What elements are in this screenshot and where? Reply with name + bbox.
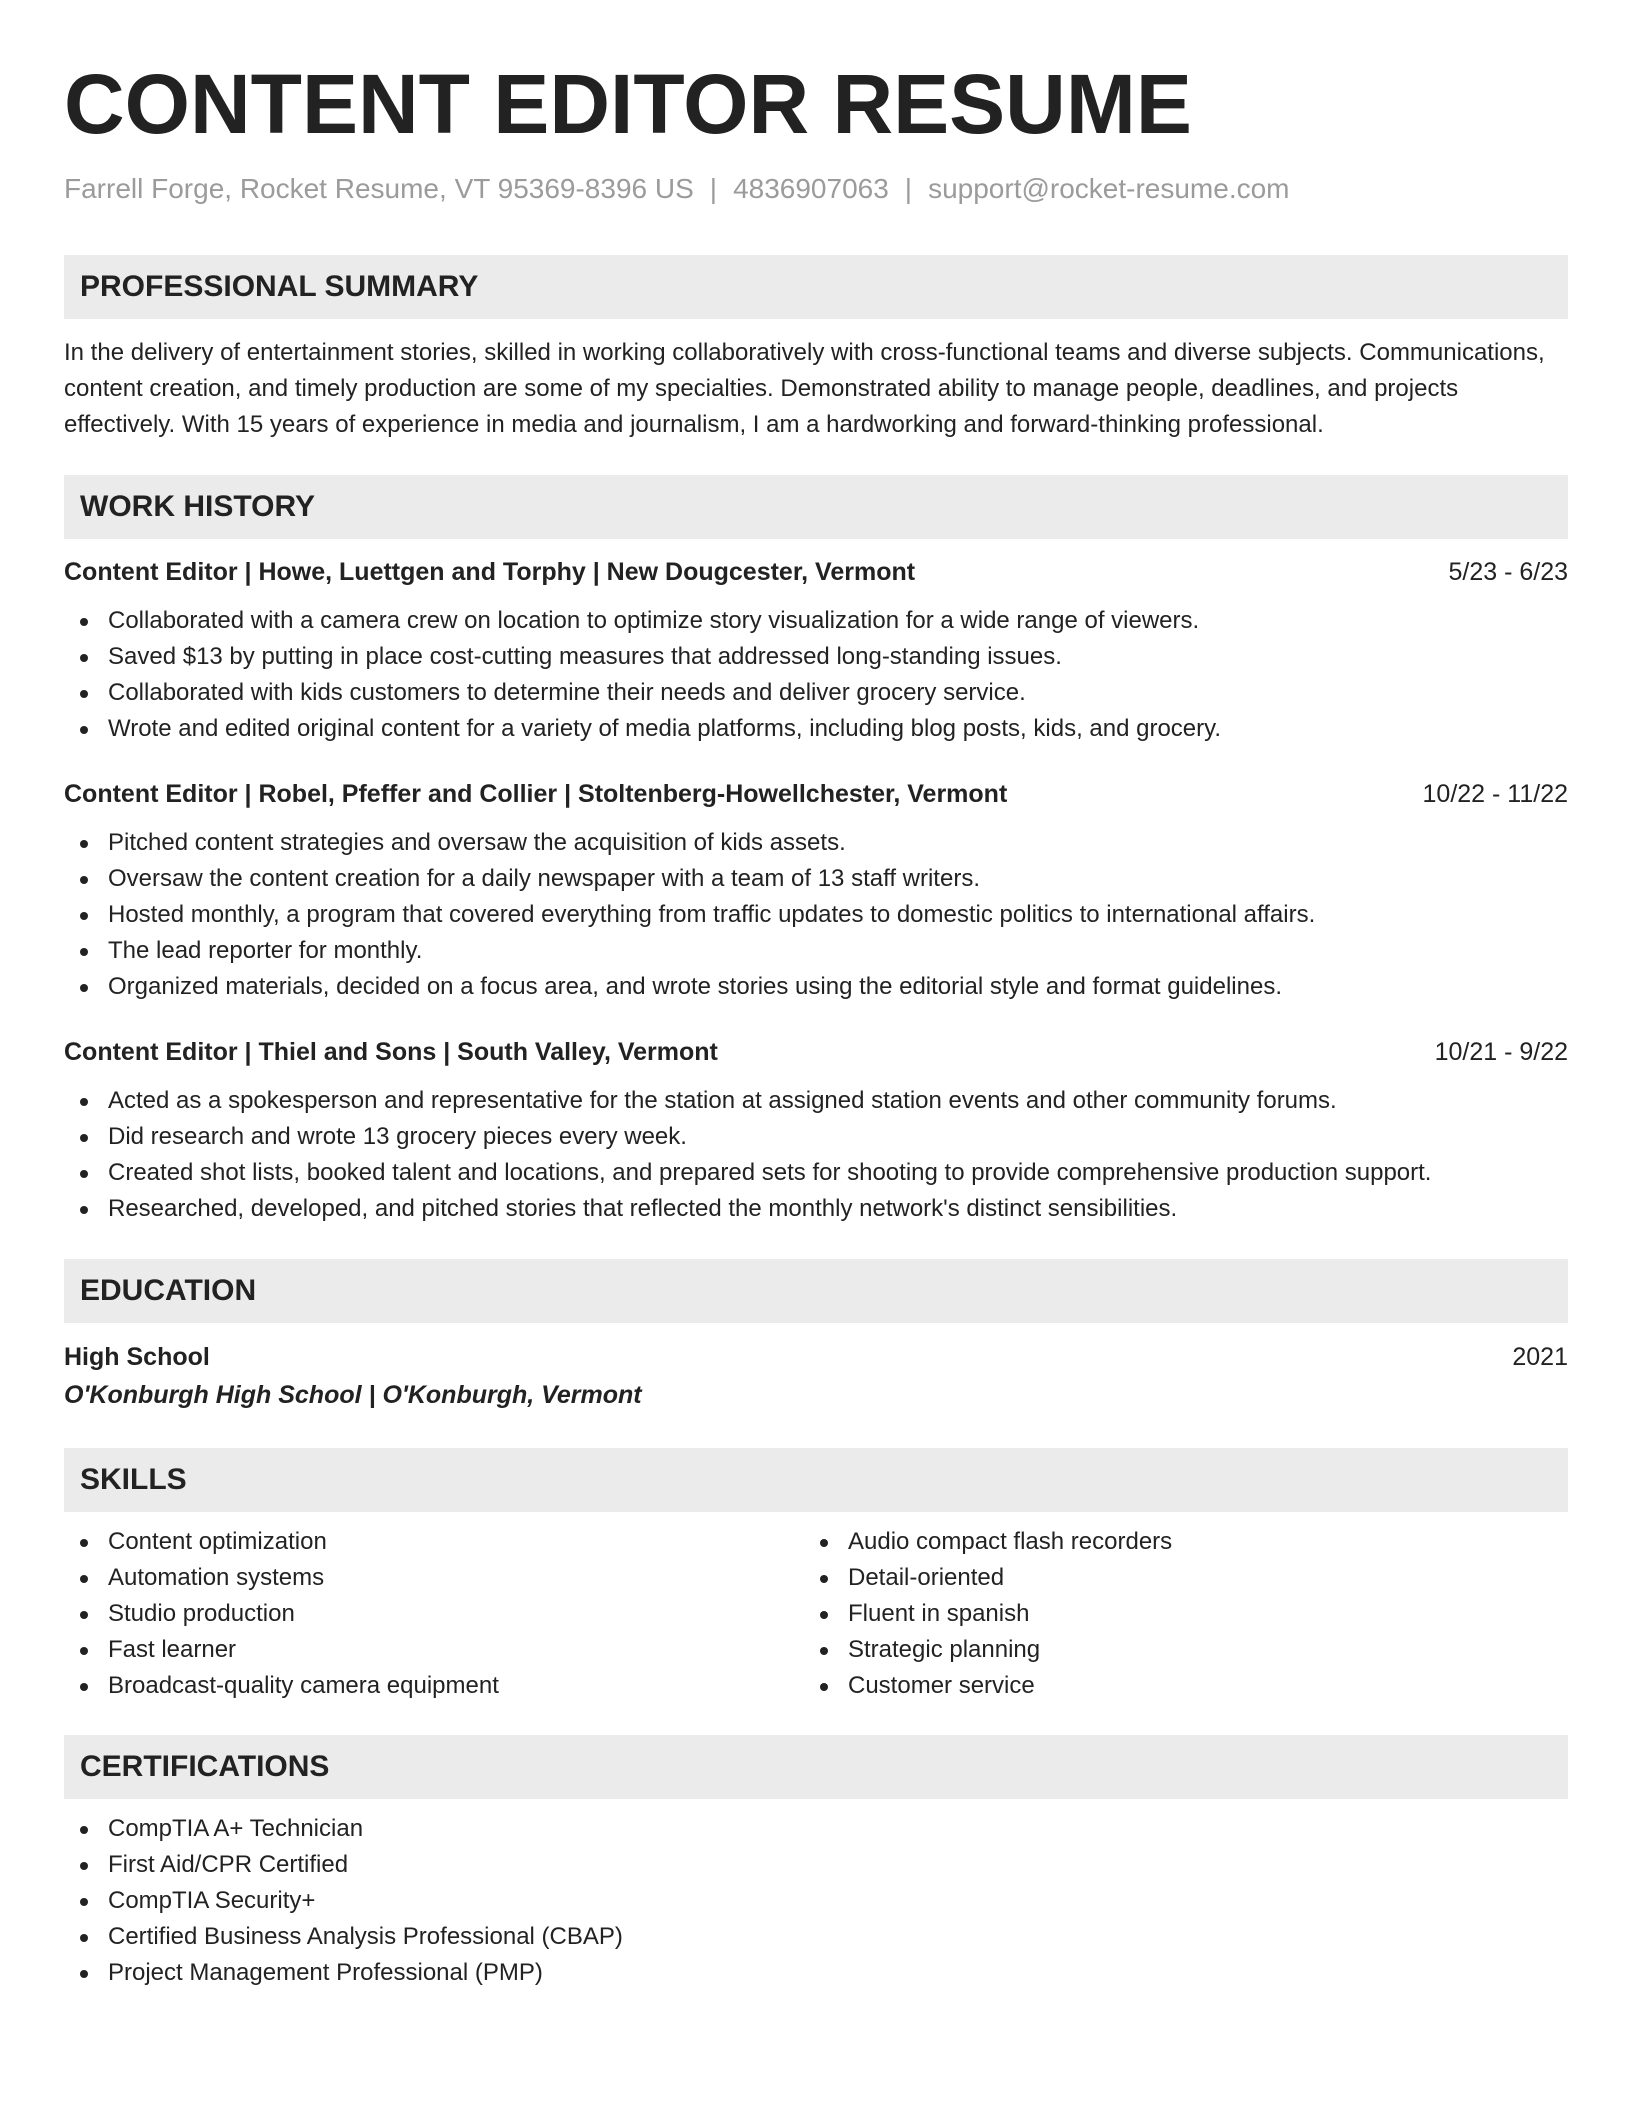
job-header	[64, 1035, 1568, 1069]
list-item: Audio compact flash recorders	[804, 1524, 1544, 1560]
list-item: Saved $13 by putting in place cost-cutting measures that addressed long-standing issues.	[64, 639, 1568, 675]
list-item: Strategic planning	[804, 1632, 1544, 1668]
job-dates: 10/22 - 11/22	[1422, 780, 1568, 808]
skills-column-left	[64, 1524, 804, 1704]
list-item: Organized materials, decided on a focus area, and wrote stories using the editorial style and format guidelines.	[64, 969, 1568, 1005]
section-heading-education: EDUCATION	[64, 1259, 1568, 1323]
job-header	[64, 777, 1568, 811]
list-item: Fluent in spanish	[804, 1596, 1544, 1632]
list-item: First Aid/CPR Certified	[64, 1847, 1568, 1883]
education-year: 2021	[1512, 1343, 1568, 1371]
list-item: Researched, developed, and pitched stories that reflected the monthly network's distinct sensibilities.	[64, 1191, 1568, 1227]
list-item: Collaborated with a camera crew on location to optimize story visualization for a wide range of viewers.	[64, 603, 1568, 639]
job-bullets	[64, 603, 1568, 747]
list-item: Did research and wrote 13 grocery pieces every week.	[64, 1119, 1568, 1155]
section-heading-certifications: CERTIFICATIONS	[64, 1735, 1568, 1799]
job-dates: 5/23 - 6/23	[1448, 558, 1568, 586]
list-item: CompTIA Security+	[64, 1883, 1568, 1919]
list-item: Broadcast-quality camera equipment	[64, 1668, 804, 1704]
list-item: Detail-oriented	[804, 1560, 1544, 1596]
contact-phone: 4836907063	[733, 173, 889, 204]
summary-text: In the delivery of entertainment stories, skilled in working collaboratively with cross-functional teams and diverse subjects. Communications, content creation, and timely production are some of my specialties. Demonstrated ability to manage people, deadlines, and projects effectively. With 15 years of experience in media and journalism, I am a hardworking and forward-thinking professional.	[64, 339, 1545, 438]
contact-address: Farrell Forge, Rocket Resume, VT 95369-8396 US	[64, 173, 694, 204]
section-heading-work: WORK HISTORY	[64, 475, 1568, 539]
job-entry	[64, 777, 1568, 1005]
job-bullets	[64, 825, 1568, 1005]
list-item: Certified Business Analysis Professional (CBAP)	[64, 1919, 1568, 1955]
job-bullets	[64, 1083, 1568, 1227]
contact-separator: |	[904, 173, 913, 204]
skills-grid	[64, 1510, 1568, 1704]
list-item: Pitched content strategies and oversaw the acquisition of kids assets.	[64, 825, 1568, 861]
skills-column-right	[804, 1524, 1544, 1704]
list-item: Acted as a spokesperson and representative for the station at assigned station events and other community forums.	[64, 1083, 1568, 1119]
list-item: Content optimization	[64, 1524, 804, 1560]
education-degree: High School	[64, 1343, 210, 1371]
list-item: The lead reporter for monthly.	[64, 933, 1568, 969]
job-header	[64, 555, 1568, 589]
list-item: Automation systems	[64, 1560, 804, 1596]
contact-separator: |	[709, 173, 718, 204]
list-item: Created shot lists, booked talent and locations, and prepared sets for shooting to provide comprehensive production support.	[64, 1155, 1568, 1191]
resume-title: CONTENT EDITOR RESUME	[64, 57, 1192, 151]
resume-page	[64, 0, 1568, 1991]
certifications-list	[64, 1811, 1568, 1991]
job-title: Content Editor | Thiel and Sons | South Valley, Vermont	[64, 1038, 718, 1066]
list-item: Collaborated with kids customers to determine their needs and deliver grocery service.	[64, 675, 1568, 711]
list-item: Studio production	[64, 1596, 804, 1632]
contact-email: support@rocket-resume.com	[928, 173, 1290, 204]
list-item: Customer service	[804, 1668, 1544, 1704]
job-title: Content Editor | Robel, Pfeffer and Collier | Stoltenberg-Howellchester, Vermont	[64, 780, 1008, 808]
job-entry	[64, 555, 1568, 747]
job-title: Content Editor | Howe, Luettgen and Torphy | New Dougcester, Vermont	[64, 558, 916, 586]
list-item: Fast learner	[64, 1632, 804, 1668]
list-item: Oversaw the content creation for a daily newspaper with a team of 13 staff writers.	[64, 861, 1568, 897]
section-heading-skills: SKILLS	[64, 1448, 1568, 1512]
list-item: Hosted monthly, a program that covered everything from traffic updates to domestic politics to international affairs.	[64, 897, 1568, 933]
education-header	[64, 1339, 1568, 1375]
contact-line	[64, 172, 1568, 206]
list-item: Wrote and edited original content for a variety of media platforms, including blog posts, kids, and grocery.	[64, 711, 1568, 747]
education-entry	[64, 1339, 1568, 1415]
list-item: Project Management Professional (PMP)	[64, 1955, 1568, 1991]
job-dates: 10/21 - 9/22	[1434, 1038, 1568, 1066]
education-school: O'Konburgh High School | O'Konburgh, Vermont	[64, 1381, 642, 1409]
list-item: CompTIA A+ Technician	[64, 1811, 1568, 1847]
section-heading-summary: PROFESSIONAL SUMMARY	[64, 255, 1568, 319]
job-entry	[64, 1035, 1568, 1227]
